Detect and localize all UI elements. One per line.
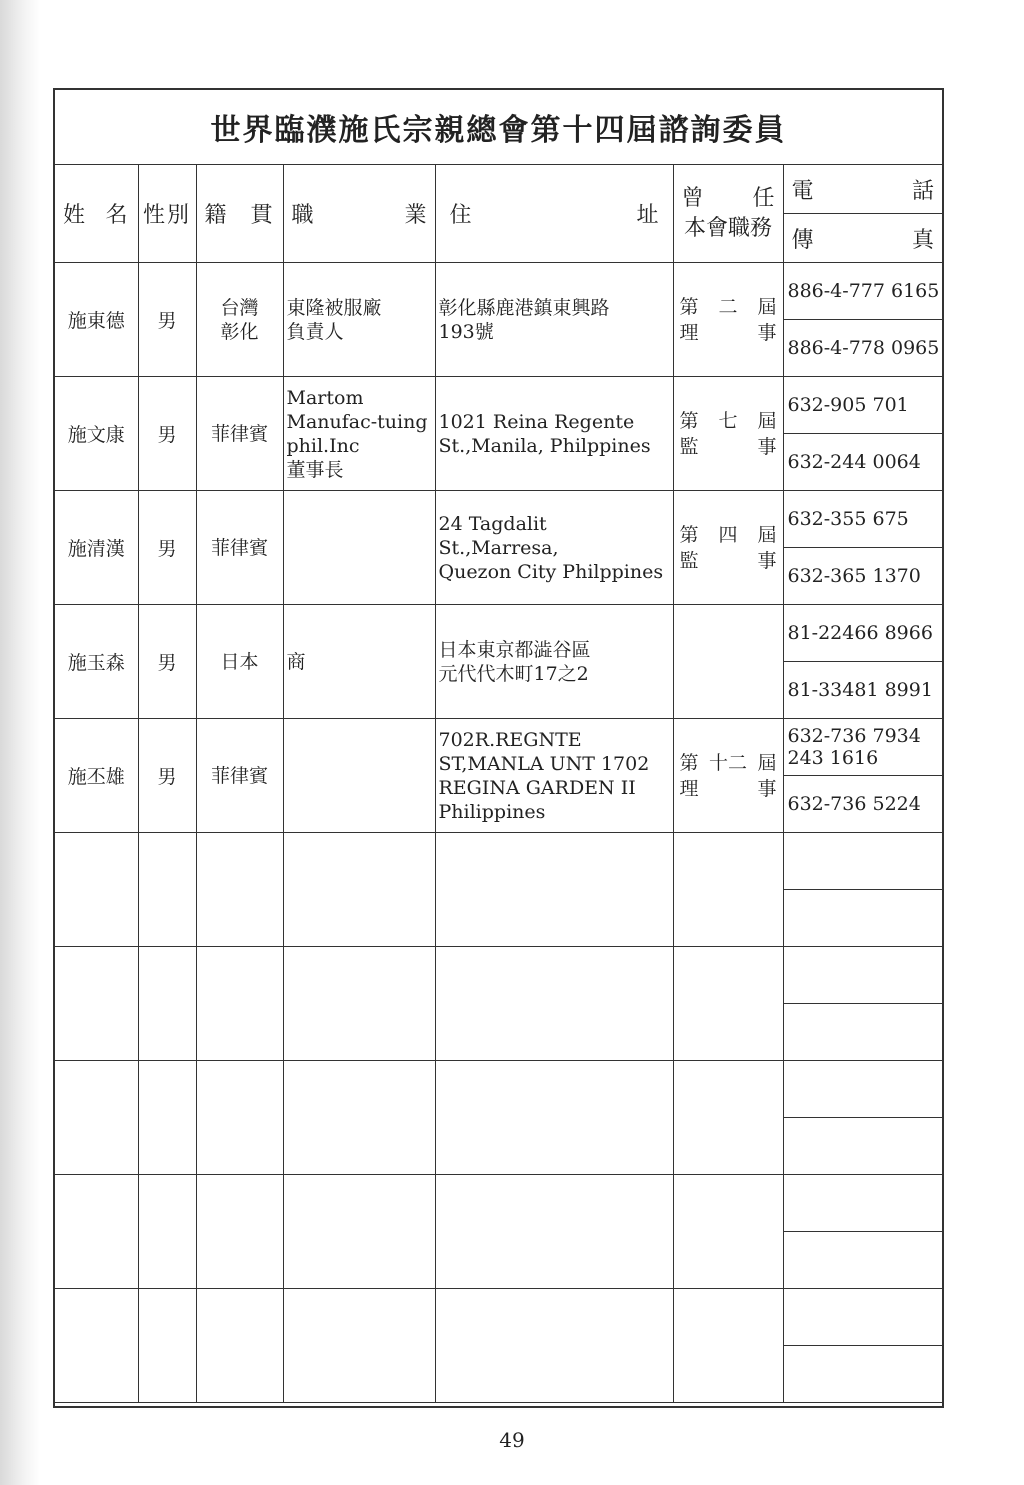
- member-gender: 男: [138, 377, 196, 491]
- member-address: 彰化縣鹿港鎮東興路 193號: [435, 263, 673, 377]
- empty-cell: [283, 833, 435, 947]
- empty-fax-cell: [783, 1232, 942, 1289]
- member-name: 施玉森: [55, 605, 138, 719]
- member-row: [55, 377, 942, 434]
- header-phone: 電 話: [783, 165, 942, 214]
- member-row: [55, 719, 942, 776]
- header-occupation: 職 業: [283, 165, 435, 263]
- empty-cell: [196, 1061, 283, 1175]
- empty-cell: [673, 947, 783, 1061]
- empty-cell: [673, 833, 783, 947]
- member-occupation: 商: [283, 605, 435, 719]
- empty-cell: [283, 947, 435, 1061]
- empty-cell: [673, 1175, 783, 1289]
- office-line: 理 事: [679, 777, 777, 800]
- empty-row: [55, 1175, 942, 1232]
- office-line: 第 十二 屆: [679, 751, 777, 774]
- member-origin: 日本: [196, 605, 283, 719]
- empty-cell: [55, 1175, 138, 1289]
- member-fax: 632-365 1370: [783, 548, 942, 605]
- page-number: 49: [499, 1428, 525, 1452]
- member-phone: 632-736 7934 243 1616: [783, 719, 942, 776]
- empty-cell: [435, 833, 673, 947]
- member-origin: 台灣 彰化: [196, 263, 283, 377]
- empty-cell: [673, 1289, 783, 1403]
- office-line: 第 二 屆: [679, 295, 777, 318]
- member-origin: 菲律賓: [196, 719, 283, 833]
- empty-cell: [283, 1175, 435, 1289]
- member-office: [673, 377, 783, 491]
- header-name: 姓 名: [55, 165, 138, 263]
- empty-phone-cell: [783, 833, 942, 890]
- empty-phone-cell: [783, 1061, 942, 1118]
- empty-row: [55, 833, 942, 890]
- empty-row: [55, 1289, 942, 1346]
- member-office: [673, 491, 783, 605]
- member-occupation: 東隆被服廠 負責人: [283, 263, 435, 377]
- member-fax: 81-33481 8991: [783, 662, 942, 719]
- header-fax: 傳 真: [783, 214, 942, 263]
- office-line: 理 事: [679, 321, 777, 344]
- member-name: 施清漢: [55, 491, 138, 605]
- office-line: 第 四 屆: [679, 523, 777, 546]
- empty-cell: [673, 1061, 783, 1175]
- empty-cell: [196, 1289, 283, 1403]
- member-gender: 男: [138, 263, 196, 377]
- member-address: 702R.REGNTE ST,MANLA UNT 1702 REGINA GARDEN II Philippines: [435, 719, 673, 833]
- empty-fax-cell: [783, 1004, 942, 1061]
- member-address: 1021 Reina Regente St.,Manila, Philppines: [435, 377, 673, 491]
- empty-fax-cell: [783, 1118, 942, 1175]
- empty-cell: [196, 947, 283, 1061]
- member-origin: 菲律賓: [196, 491, 283, 605]
- empty-fax-cell: [783, 1346, 942, 1403]
- empty-cell: [55, 947, 138, 1061]
- empty-cell: [196, 1175, 283, 1289]
- member-name: 施文康: [55, 377, 138, 491]
- member-row: [55, 491, 942, 548]
- empty-cell: [55, 1289, 138, 1403]
- empty-cell: [138, 1175, 196, 1289]
- empty-cell: [283, 1061, 435, 1175]
- empty-phone-cell: [783, 1175, 942, 1232]
- empty-cell: [138, 1061, 196, 1175]
- empty-cell: [283, 1289, 435, 1403]
- empty-cell: [435, 1175, 673, 1289]
- advisors-table: [55, 165, 942, 1403]
- header-office: 曾 任 本會職務: [673, 165, 783, 263]
- member-occupation: [283, 719, 435, 833]
- empty-cell: [138, 1289, 196, 1403]
- member-fax: 632-736 5224: [783, 776, 942, 833]
- empty-row: [55, 1061, 942, 1118]
- member-name: 施東德: [55, 263, 138, 377]
- member-office: [673, 719, 783, 833]
- member-gender: 男: [138, 491, 196, 605]
- member-phone: 632-355 675: [783, 491, 942, 548]
- roster-sheet: [53, 88, 944, 1408]
- member-phone: 632-905 701: [783, 377, 942, 434]
- empty-cell: [435, 1061, 673, 1175]
- document-title: 世界臨濮施氏宗親總會第十四屆諮詢委員: [55, 90, 942, 165]
- office-line: 監 事: [679, 435, 777, 458]
- member-phone: 81-22466 8966: [783, 605, 942, 662]
- member-fax: 632-244 0064: [783, 434, 942, 491]
- member-phone: 886-4-777 6165: [783, 263, 942, 320]
- empty-fax-cell: [783, 890, 942, 947]
- header-row: [55, 165, 942, 214]
- empty-cell: [138, 833, 196, 947]
- member-address: 24 Tagdalit St.,Marresa, Quezon City Philppines: [435, 491, 673, 605]
- empty-cell: [55, 833, 138, 947]
- header-gender: 性別: [138, 165, 196, 263]
- member-gender: 男: [138, 719, 196, 833]
- member-occupation: [283, 491, 435, 605]
- member-fax: 886-4-778 0965: [783, 320, 942, 377]
- header-origin: 籍 貫: [196, 165, 283, 263]
- empty-cell: [435, 1289, 673, 1403]
- office-line: 監 事: [679, 549, 777, 572]
- page-edge-shadow: [0, 0, 40, 1485]
- header-address: 住 址: [435, 165, 673, 263]
- empty-cell: [55, 1061, 138, 1175]
- member-row: [55, 263, 942, 320]
- member-office: [673, 605, 783, 719]
- member-name: 施丕雄: [55, 719, 138, 833]
- empty-phone-cell: [783, 1289, 942, 1346]
- empty-cell: [435, 947, 673, 1061]
- member-origin: 菲律賓: [196, 377, 283, 491]
- member-office: [673, 263, 783, 377]
- member-address: 日本東京都澁谷區 元代代木町17之2: [435, 605, 673, 719]
- empty-cell: [138, 947, 196, 1061]
- empty-phone-cell: [783, 947, 942, 1004]
- office-line: 第 七 屆: [679, 409, 777, 432]
- member-occupation: Martom Manufac-tuing phil.Inc 董事長: [283, 377, 435, 491]
- member-gender: 男: [138, 605, 196, 719]
- empty-cell: [196, 833, 283, 947]
- member-row: [55, 605, 942, 662]
- empty-row: [55, 947, 942, 1004]
